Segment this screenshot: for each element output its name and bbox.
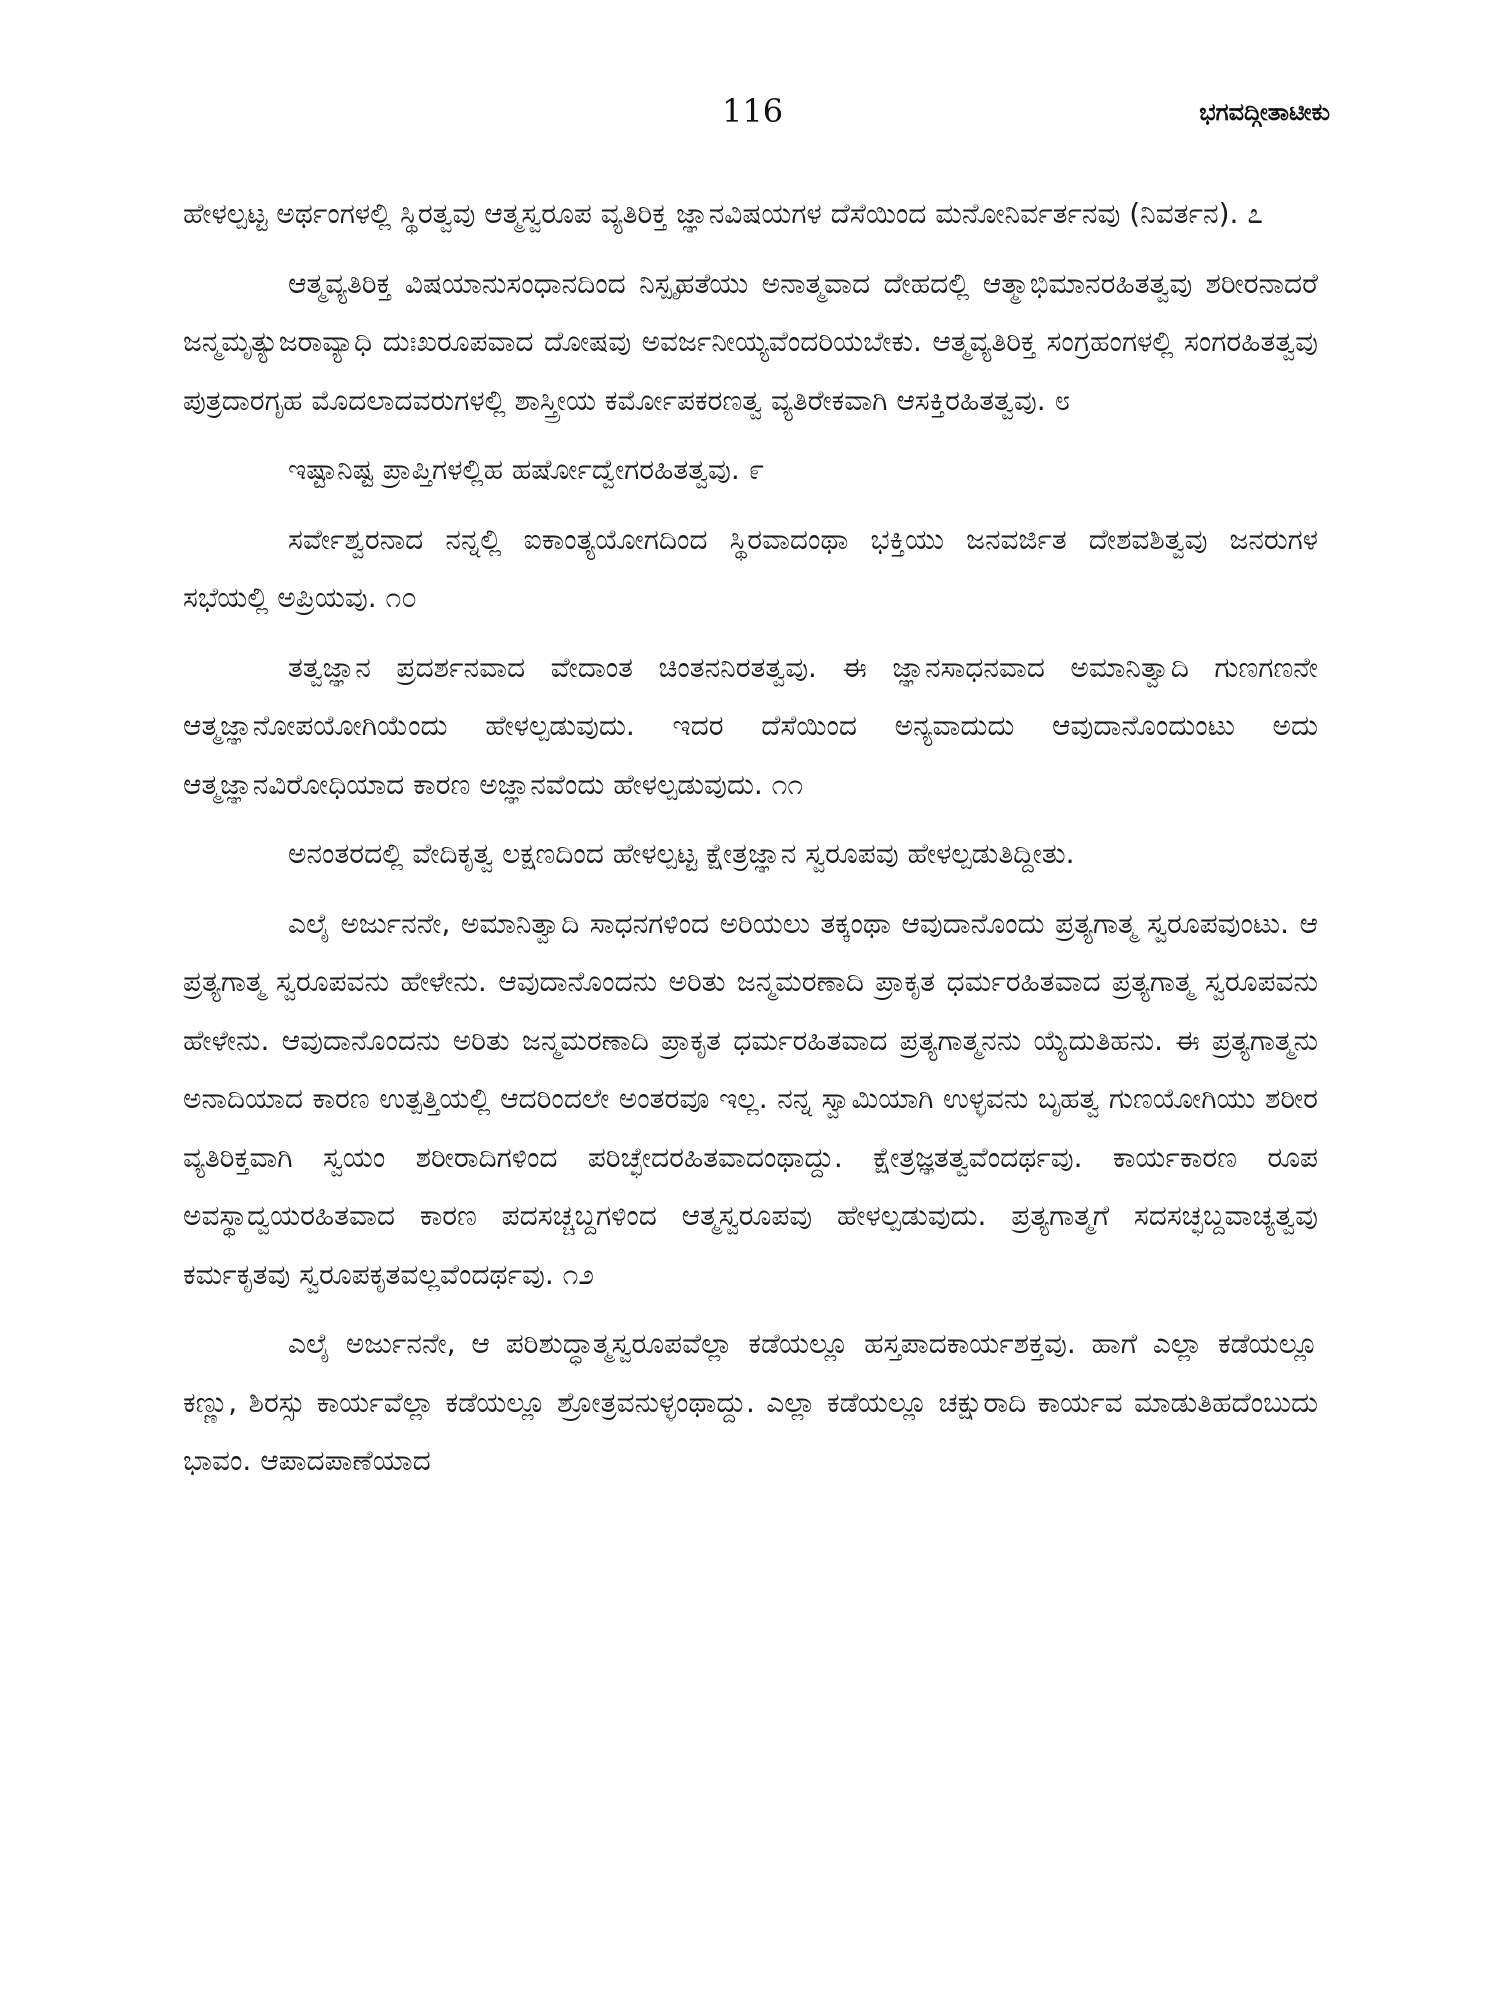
running-title: ಭಗವದ್ಗೀತಾಟೀಕು (1199, 98, 1330, 126)
paragraph-5: ತತ್ವಜ್ಞಾನ ಪ್ರದರ್ಶನವಾದ ವೇದಾಂತ ಚಿಂತನನಿರತತ್ವವು. ಈ ಜ್ಞಾನಸಾಧನವಾದ ಅಮಾನಿತ್ವಾದಿ ಗುಣಗಣನೇ ಆತ್ಮಜ್ಞಾನೋಪಯೋಗಿಯೆಂದು ಹೇಳಲ್ಪಡುವುದು. ಇದರ ದೆಸೆಯಿಂದ ಅನ್ಯವಾದುದು ಆವುದಾನೊಂದುಂಟು ಅದು ಆತ್ಮಜ್ಞಾನವಿರೋಧಿಯಾದ ಕಾರಣ ಅಜ್ಞಾನವೆಂದು ಹೇಳಲ್ಪಡುವುದು. ೧೧ (183, 650, 1318, 801)
paragraph-1: ಹೇಳಲ್ಪಟ್ಟ ಅರ್ಥಂಗಳಲ್ಲಿ ಸ್ಥಿರತ್ವವು ಆತ್ಮಸ್ವರೂಪ ವ್ಯತಿರಿಕ್ತ ಜ್ಞಾನವಿಷಯಗಳ ದೆಸೆಯಿಂದ ಮನೋನಿರ್ವರ್ತನವು (ನಿವರ್ತನ). ೭ (183, 197, 1263, 230)
page-number: 116 (722, 92, 784, 130)
paragraph-3: ಇಷ್ಟಾನಿಷ್ಟ ಪ್ರಾಪ್ತಿಗಳಲ್ಲಿಹ ಹರ್ಷೋದ್ವೇಗರಹಿತತ್ವವು. ೯ (288, 453, 765, 486)
paragraph-2: ಆತ್ಮವ್ಯತಿರಿಕ್ತ ವಿಷಯಾನುಸಂಧಾನದಿಂದ ನಿಸ್ಪೃಹತೆಯು ಅನಾತ್ಮವಾದ ದೇಹದಲ್ಲಿ ಆತ್ಮಾಭಿಮಾನರಹಿತತ್ವವು ಶರೀರನಾದರೆ ಜನ್ಮಮೃತ್ಯುಜರಾವ್ಯಾಧಿ ದುಃಖರೂಪವಾದ ದೋಷವು ಅವರ್ಜನೀಯ್ಯವೆಂದರಿಯಬೇಕು. ಆತ್ಮವ್ಯತಿರಿಕ್ತ ಸಂಗ್ರಹಂಗಳಲ್ಲಿ ಸಂಗರಹಿತತ್ವವು ಪುತ್ರದಾರಗೃಹ ಮೊದಲಾದವರುಗಳಲ್ಲಿ ಶಾಸ್ತ್ರೀಯ ಕರ್ಮೋಪಕರಣತ್ವ ವ್ಯತಿರೇಕವಾಗಿ ಆಸಕ್ತಿರಹಿತತ್ವವು. ೮ (183, 266, 1318, 417)
page-header (0, 92, 1500, 142)
body-text (183, 185, 1318, 1502)
paragraph-4: ಸರ್ವೇಶ್ವರನಾದ ನನ್ನಲ್ಲಿ ಐಕಾಂತ್ಯಯೋಗದಿಂದ ಸ್ಥಿರವಾದಂಥಾ ಭಕ್ತಿಯು ಜನವರ್ಜಿತ ದೇಶವಶಿತ್ವವು ಜನರುಗಳ ಸಭೆಯಲ್ಲಿ ಅಪ್ರಿಯವು. ೧೦ (183, 522, 1318, 614)
paragraph-6: ಅನಂತರದಲ್ಲಿ ವೇದಿಕೃತ್ವ ಲಕ್ಷಣದಿಂದ ಹೇಳಲ್ಪಟ್ಟ ಕ್ಷೇತ್ರಜ್ಞಾನ ಸ್ವರೂಪವು ಹೇಳಲ್ಪಡುತಿದ್ದೀತು. (288, 837, 1075, 870)
paragraph-7: ಎಲೈ ಅರ್ಜುನನೇ, ಅಮಾನಿತ್ವಾದಿ ಸಾಧನಗಳಿಂದ ಅರಿಯಲು ತಕ್ಕಂಥಾ ಆವುದಾನೊಂದು ಪ್ರತ್ಯಗಾತ್ಮ ಸ್ವರೂಪವುಂಟು. ಆ ಪ್ರತ್ಯಗಾತ್ಮ ಸ್ವರೂಪವನು ಹೇಳೇನು. ಆವುದಾನೊಂದನು ಅರಿತು ಜನ್ಮಮರಣಾದಿ ಪ್ರಾಕೃತ ಧರ್ಮರಹಿತವಾದ ಪ್ರತ್ಯಗಾತ್ಮ ಸ್ವರೂಪವನು ಹೇಳೇನು. ಆವುದಾನೊಂದನು ಅರಿತು ಜನ್ಮಮರಣಾದಿ ಪ್ರಾಕೃತ ಧರ್ಮರಹಿತವಾದ ಪ್ರತ್ಯಗಾತ್ಮನನು ಯ್ಯೆದುತಿಹನು. ಈ ಪ್ರತ್ಯಗಾತ್ಮನು ಅನಾದಿಯಾದ ಕಾರಣ ಉತ್ಪತ್ತಿಯಲ್ಲಿ ಆದರಿಂದಲೇ ಅಂತರವೂ ಇಲ್ಲ. ನನ್ನ ಸ್ವಾಮಿಯಾಗಿ ಉಳ್ಳವನು ಬೃಹತ್ವ ಗುಣಯೋಗಿಯು ಶರೀರ ವ್ಯತಿರಿಕ್ತವಾಗಿ ಸ್ವಯಂ ಶರೀರಾದಿಗಳಿಂದ ಪರಿಚ್ಛೇದರಹಿತವಾದಂಥಾದ್ದು. ಕ್ಷೇತ್ರಜ್ಞತತ್ವವೆಂದರ್ಥವು. ಕಾರ್ಯಕಾರಣ ರೂಪ ಅವಸ್ಥಾದ್ವಯರಹಿತವಾದ ಕಾರಣ ಪದಸಚ್ಚಬ್ದಗಳಿಂದ ಆತ್ಮಸ್ವರೂಪವು ಹೇಳಲ್ಪಡುವುದು. ಪ್ರತ್ಯಗಾತ್ಮಗೆ ಸದಸಚ್ಛಬ್ದವಾಚ್ಯತ್ವವು ಕರ್ಮಕೃತವು ಸ್ವರೂಪಕೃತವಲ್ಲವೆಂದರ್ಥವು. ೧೨ (183, 906, 1318, 1291)
paragraph-8: ಎಲೈ ಅರ್ಜುನನೇ, ಆ ಪರಿಶುದ್ಧಾತ್ಮಸ್ವರೂಪವೆಲ್ಲಾ ಕಡೆಯಲ್ಲೂ ಹಸ್ತಪಾದಕಾರ್ಯಶಕ್ತವು. ಹಾಗೆ ಎಲ್ಲಾ ಕಡೆಯಲ್ಲೂ ಕಣ್ಣು, ಶಿರಸ್ಸು ಕಾರ್ಯವೆಲ್ಲಾ ಕಡೆಯಲ್ಲೂ ಶ್ರೋತ್ರವನುಳ್ಳಂಥಾದ್ದು. ಎಲ್ಲಾ ಕಡೆಯಲ್ಲೂ ಚಕ್ಷುರಾದಿ ಕಾರ್ಯವ ಮಾಡುತಿಹದೆಂಬುದು ಭಾವಂ. ಆಪಾದಪಾಣೆಯಾದ (183, 1327, 1318, 1477)
